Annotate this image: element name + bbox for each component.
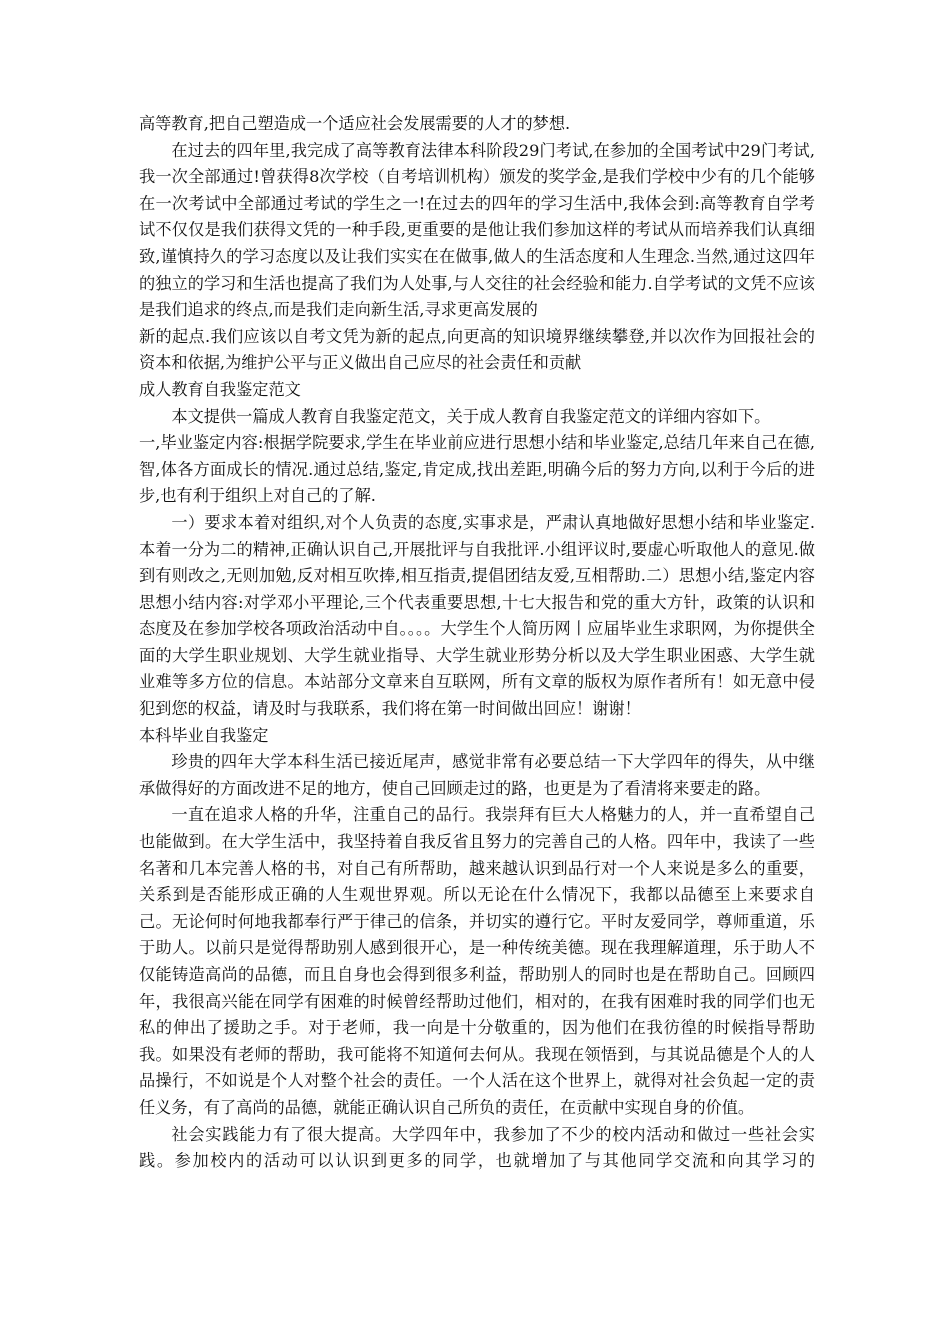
paragraph-intro: 本文提供一篇成人教育自我鉴定范文，关于成人教育自我鉴定范文的详细内容如下。 bbox=[171, 406, 771, 426]
paragraph-social-practice: 社会实践能力有了很大提高。大学四年中，我参加了不少的校内活动和做过一些社会实践。参加校内的活动可以认识到更多的同学，也就增加了与其他同学交流和向其学习的 bbox=[139, 1124, 815, 1171]
section-heading-adult-education: 成人教育自我鉴定范文 bbox=[139, 379, 301, 399]
paragraph-character: 一直在追求人格的升华，注重自己的品行。我崇拜有巨大人格魅力的人，并一直希望自己也能做到。在大学生活中，我坚持着自我反省且努力的完善自己的人格。四年中，我读了一些名著和几本完善人格的书，对自己有所帮助，越来越认识到品行对一个人来说是多么的重要，关系到是否能形成正确的人生观世界观。所以无论在什么情况下，我都以品德至上来要求自己。无论何时何地我都奉行严于律己的信条，并切实的遵行它。平时友爱同学，尊师重道，乐于助人。以前只是觉得帮助别人感到很开心，是一种传统美德。现在我理解道理，乐于助人不仅能铸造高尚的品德，而且自身也会得到很多利益，帮助别人的同时也是在帮助自己。回顾四年，我很高兴能在同学有困难的时候曾经帮助过他们，相对的，在我有困难时我的同学们也无私的伸出了援助之手。对于老师，我一向是十分敬重的，因为他们在我彷徨的时候指导帮助我。如果没有老师的帮助，我可能将不知道何去何从。我现在领悟到，与其说品德是个人的人品操行，不如说是个人对整个社会的责任。一个人活在这个世界上，就得对社会负起一定的责任义务，有了高尚的品德，就能正确认识自己所负的责任，在贡献中实现自身的价值。 bbox=[139, 805, 815, 1117]
section-heading-undergraduate: 本科毕业自我鉴定 bbox=[139, 725, 269, 745]
paragraph-requirements: 一）要求本着对组织,对个人负责的态度,实事求是，严肃认真地做好思想小结和毕业鉴定.本着一分为二的精神,正确认识自己,开展批评与自我批评.小组评议时,要虚心听取他人的意见.做到有则改之,无则加勉,反对相互吹捧,相互指责,提倡团结友爱,互相帮助.二）思想小结,鉴定内容思想小结内容:对学邓小平理论,三个代表重要思想,十七大报告和党的重大方针，政策的认识和态度及在参加学校各项政治活动中自。。。。大学生个人简历网丨应届毕业生求职网，为你提供全面的大学生职业规划、大学生就业指导、大学生就业形势分析以及大学生职业困惑、大学生就业难等多方位的信息。本站部分文章来自互联网，所有文章的版权为原作者所有！如无意中侵犯到您的权益，请及时与我联系，我们将在第一时间做出回应！谢谢！ bbox=[139, 512, 815, 719]
paragraph-new-starting-point: 新的起点.我们应该以自考文凭为新的起点,向更高的知识境界继续攀登,并以次作为回报社会的资本和依据,为维护公平与正义做出自己应尽的社会责任和贡献 bbox=[139, 326, 815, 373]
paragraph-self-study-exams: 在过去的四年里,我完成了高等教育法律本科阶段29门考试,在参加的全国考试中29门考试,我一次全部通过!曾获得8次学校（自考培训机构）颁发的奖学金,是我们学校中少有的几个能够在一次考试中全部通过考试的学生之一!在过去的四年的学习生活中,我体会到:高等教育自学考试不仅仅是我们获得文凭的一种手段,更重要的是他让我们参加这样的考试从而培养我们认真细致,谨慎持久的学习态度以及让我们实实在在做事,做人的生活态度和人生理念.当然,通过这四年的独立的学习和生活也提高了我们为人处事,与人交往的社会经验和能力.自学考试的文凭不应该是我们追求的终点,而是我们走向新生活,寻求更高发展的 bbox=[139, 140, 815, 320]
paragraph-graduation-appraisal: 一,毕业鉴定内容:根据学院要求,学生在毕业前应进行思想小结和毕业鉴定,总结几年来自己在德,智,体各方面成长的情况.通过总结,鉴定,肯定成,找出差距,明确今后的努力方向,以利于今后的进步,也有利于组织上对自己的了解. bbox=[139, 433, 815, 506]
paragraph-continuation: 高等教育,把自己塑造成一个适应社会发展需要的人才的梦想. bbox=[139, 114, 571, 133]
paragraph-university-life: 珍贵的四年大学本科生活已接近尾声，感觉非常有必要总结一下大学四年的得失，从中继承做得好的方面改进不足的地方，使自己回顾走过的路，也更是为了看清将来要走的路。 bbox=[139, 752, 815, 798]
document-body bbox=[139, 111, 815, 1175]
